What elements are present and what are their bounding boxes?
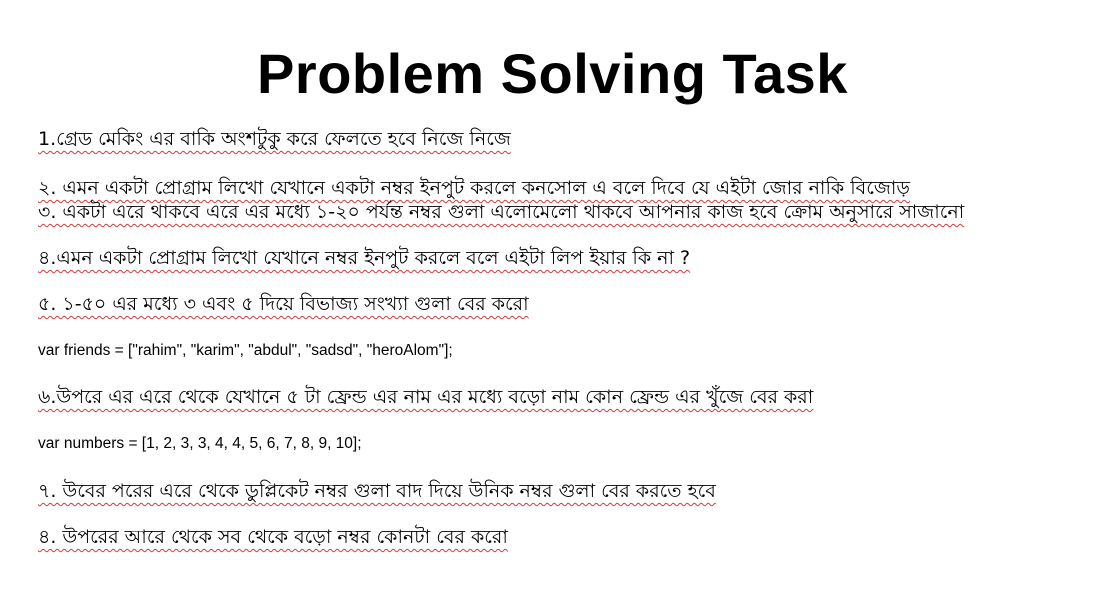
task-item-8: [38, 524, 508, 550]
task-item-5: [38, 291, 529, 317]
task-text: ৪. উপরের আরে থেকে সব থেকে বড়ো নম্বর কোনটা বের করো: [38, 526, 508, 548]
task-item-7: [38, 478, 716, 504]
task-item-2: [38, 175, 910, 201]
task-text: ২. এমন একটা প্রোগ্রাম লিখো যেখানে একটা নম্বর ইনপুট করলে কনসোল এ বলে দিবে যে এইটা জোর নাকি বিজোড়: [38, 177, 910, 199]
task-text: ৬.উপরে এর এরে থেকে যেখানে ৫ টা ফ্রেন্ড এর নাম এর মধ্যে বড়ো নাম কোন ফ্রেন্ড এর খুঁজে বের করা: [38, 386, 814, 408]
code-friends-array: var friends = ["rahim", "karim", "abdul", "sadsd", "heroAlom"];: [38, 342, 453, 359]
code-numbers-array: var numbers = [1, 2, 3, 3, 4, 4, 5, 6, 7, 8, 9, 10];: [38, 435, 362, 452]
slide-title: Problem Solving Task: [257, 42, 848, 105]
task-text: ৪.এমন একটা প্রোগ্রাম লিখো যেখানে নম্বর ইনপুট করলে বলে এইটা লিপ ইয়ার কি না ?: [38, 247, 691, 269]
task-text: 1.গ্রেড মেকিং এর বাকি অংশটুকু করে ফেলতে হবে নিজে নিজে: [38, 128, 511, 150]
task-item-3: [38, 199, 964, 225]
task-text: ৩. একটা এরে থাকবে এরে এর মধ্যে ১-২০ পর্যন্ত নম্বর গুলা এলোমেলো থাকবে আপনার কাজ হবে ক্রোম অনুসারে সাজানো: [38, 201, 965, 223]
task-text: ৭. উবের পরের এরে থেকে ডুপ্লিকেট নম্বর গুলা বাদ দিয়ে উনিক নম্বর গুলা বের করতে হবে: [38, 480, 716, 502]
task-item-6: [38, 384, 813, 410]
task-item-1: [38, 126, 511, 152]
task-item-4: [38, 245, 690, 271]
task-text: ৫. ১-৫০ এর মধ্যে ৩ এবং ৫ দিয়ে বিভাজ্য সংখ্যা গুলা বের করো: [38, 293, 529, 315]
